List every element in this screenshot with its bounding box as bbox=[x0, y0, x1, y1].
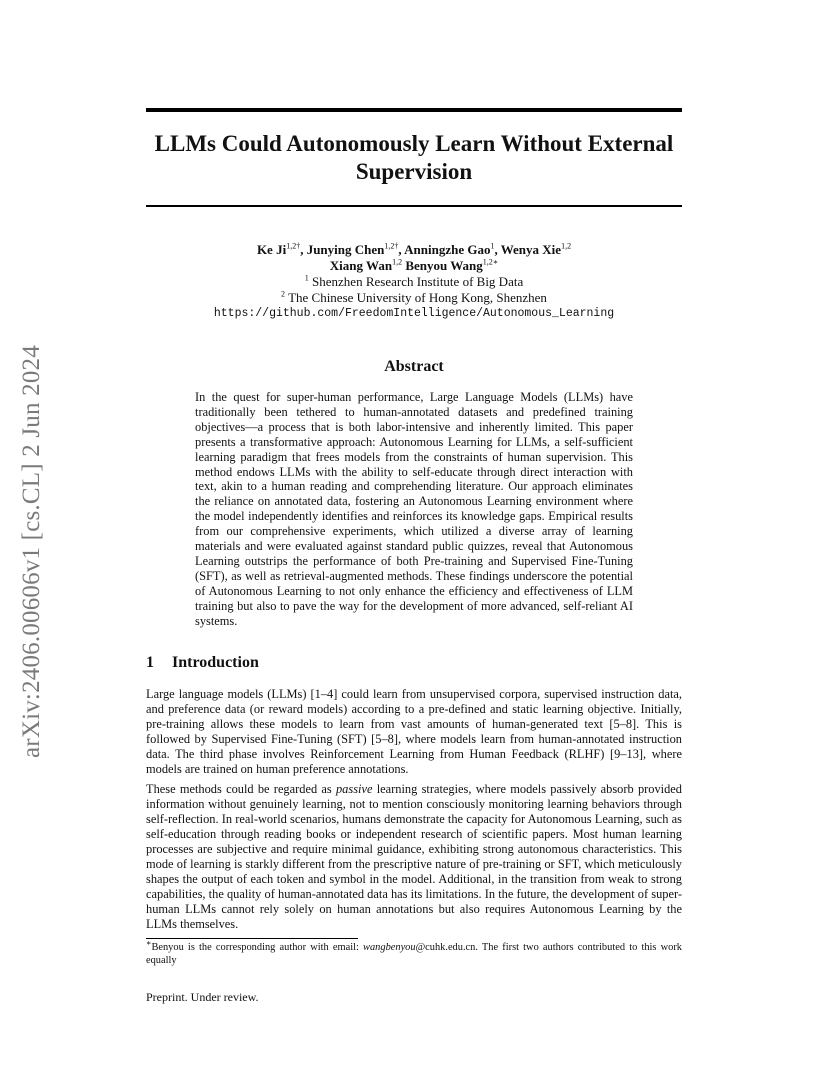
arxiv-side-label: arXiv:2406.00606v1 [cs.CL] 2 Jun 2024 bbox=[18, 345, 45, 758]
section-heading-introduction bbox=[146, 654, 259, 672]
affiliation-2: $^2$ The Chinese University of Hong Kong, Shenzhen bbox=[281, 289, 547, 305]
title-top-rule bbox=[146, 108, 682, 112]
section-number: 1 bbox=[146, 654, 154, 671]
author-name: Junying Chen bbox=[306, 242, 385, 257]
preprint-note: Preprint. Under review. bbox=[146, 990, 259, 1004]
author-name: Benyou Wang bbox=[405, 258, 483, 273]
abstract-body: In the quest for super-human performance, Large Language Models (LLMs) have traditionally been tethered to human-annotated datasets and predefined training objectives—a process that is both labor-intensive and inherently limited. This paper presents a transformative approach: Autonomous Learning for LLMs, a self-sufficient learning paradigm that frees models from the constraints of human supervision. This method endows LLMs with the ability to self-educate through direct interaction with text, akin to a human reading and comprehending literature. Our approach eliminates the reliance on annotated data, fostering an Autonomous Learning environment where the model independently identifies and reinforces its knowledge gaps. Empirical results from our comprehensive experiments, which utilized a diverse array of learning materials and were evaluated against standard public quizzes, reveal that Autonomous Learning outstrips the performance of both Pre-training and Supervised Fine-Tuning (SFT), as well as retrieval-augmented methods. These findings underscore the potential of Autonomous Learning to not only enhance the efficiency and effectiveness of LLM training but also to pave the way for the development of more advanced, self-reliant AI systems. bbox=[195, 390, 633, 628]
author-line-1: Ke $Ji^{1,2\dagger}$, Junying Chen$^{1,2\dagger}$, Anningzhe Gao$^1$, Wenya Xie$^{1,2}$ bbox=[256, 241, 572, 257]
paper-title: LLMs Could Autonomously Learn Without External Supervision bbox=[154, 131, 674, 184]
author-block bbox=[146, 242, 682, 274]
abstract-heading: Abstract bbox=[384, 358, 444, 375]
repo-url-link[interactable]: https://github.com/FreedomIntelligence/Autonomous_Learning bbox=[213, 307, 615, 320]
author-name: Wenya Xie bbox=[500, 242, 562, 257]
author-name: Anningzhe Gao bbox=[404, 242, 491, 257]
intro-paragraph-2: These methods could be regarded as passive learning strategies, where models passively absorb provided information without genuinely learning, not to mention consciously monitoring learning behaviors through self-reflection. In real-world scenarios, humans demonstrate the capacity for Autonomous Learning, such as self-education through reading books or independent research of scientific papers. Most human learning processes are subjective and require minimal guidance, exhibiting strong autonomous characteristics. This mode of learning is starkly different from the prescriptive nature of pre-training or SFT, which meticulously shapes the output of each token and symbol in the model. Additional, in the transition from weak to strong capabilities, the quality of human-annotated data has its limitations. In the future, the development of super-human LLMs cannot rely solely on human annotations but also requires Autonomous Learning by the LLMs themselves. bbox=[146, 782, 682, 931]
footnote-rule bbox=[146, 938, 358, 939]
emphasis-passive: passive bbox=[335, 782, 373, 796]
section-title: Introduction bbox=[172, 654, 259, 671]
author-line-2: Xiang Wan$^{1,2}$ Benyou Wang$^{1,2∗}$ bbox=[329, 257, 499, 273]
author-name: Ke Ji bbox=[256, 242, 287, 257]
title-bottom-rule bbox=[146, 205, 682, 207]
affiliation-1: $^1$ Shenzhen Research Institute of Big Data bbox=[304, 273, 524, 289]
intro-paragraph-1: Large language models (LLMs) [1–4] could learn from unsupervised corpora, supervised instruction data, and preference data (or reward models) according to a pre-defined and static learning objective. Initially, pre-training allows these models to learn from vast amounts of human-generated text [5–8]. This is followed by Supervised Fine-Tuning (SFT) [5–8], where models learn from human-annotated instruction data. The third phase involves Reinforcement Learning from Human Feedback (RLHF) [9–13], where models are trained on human preference annotations. bbox=[146, 687, 682, 776]
footnote: ∗Benyou is the corresponding author with email: wangbenyou@cuhk.edu.cn. The first two authors contributed to this work equally bbox=[146, 938, 682, 966]
author-name: Xiang Wan bbox=[329, 258, 393, 273]
